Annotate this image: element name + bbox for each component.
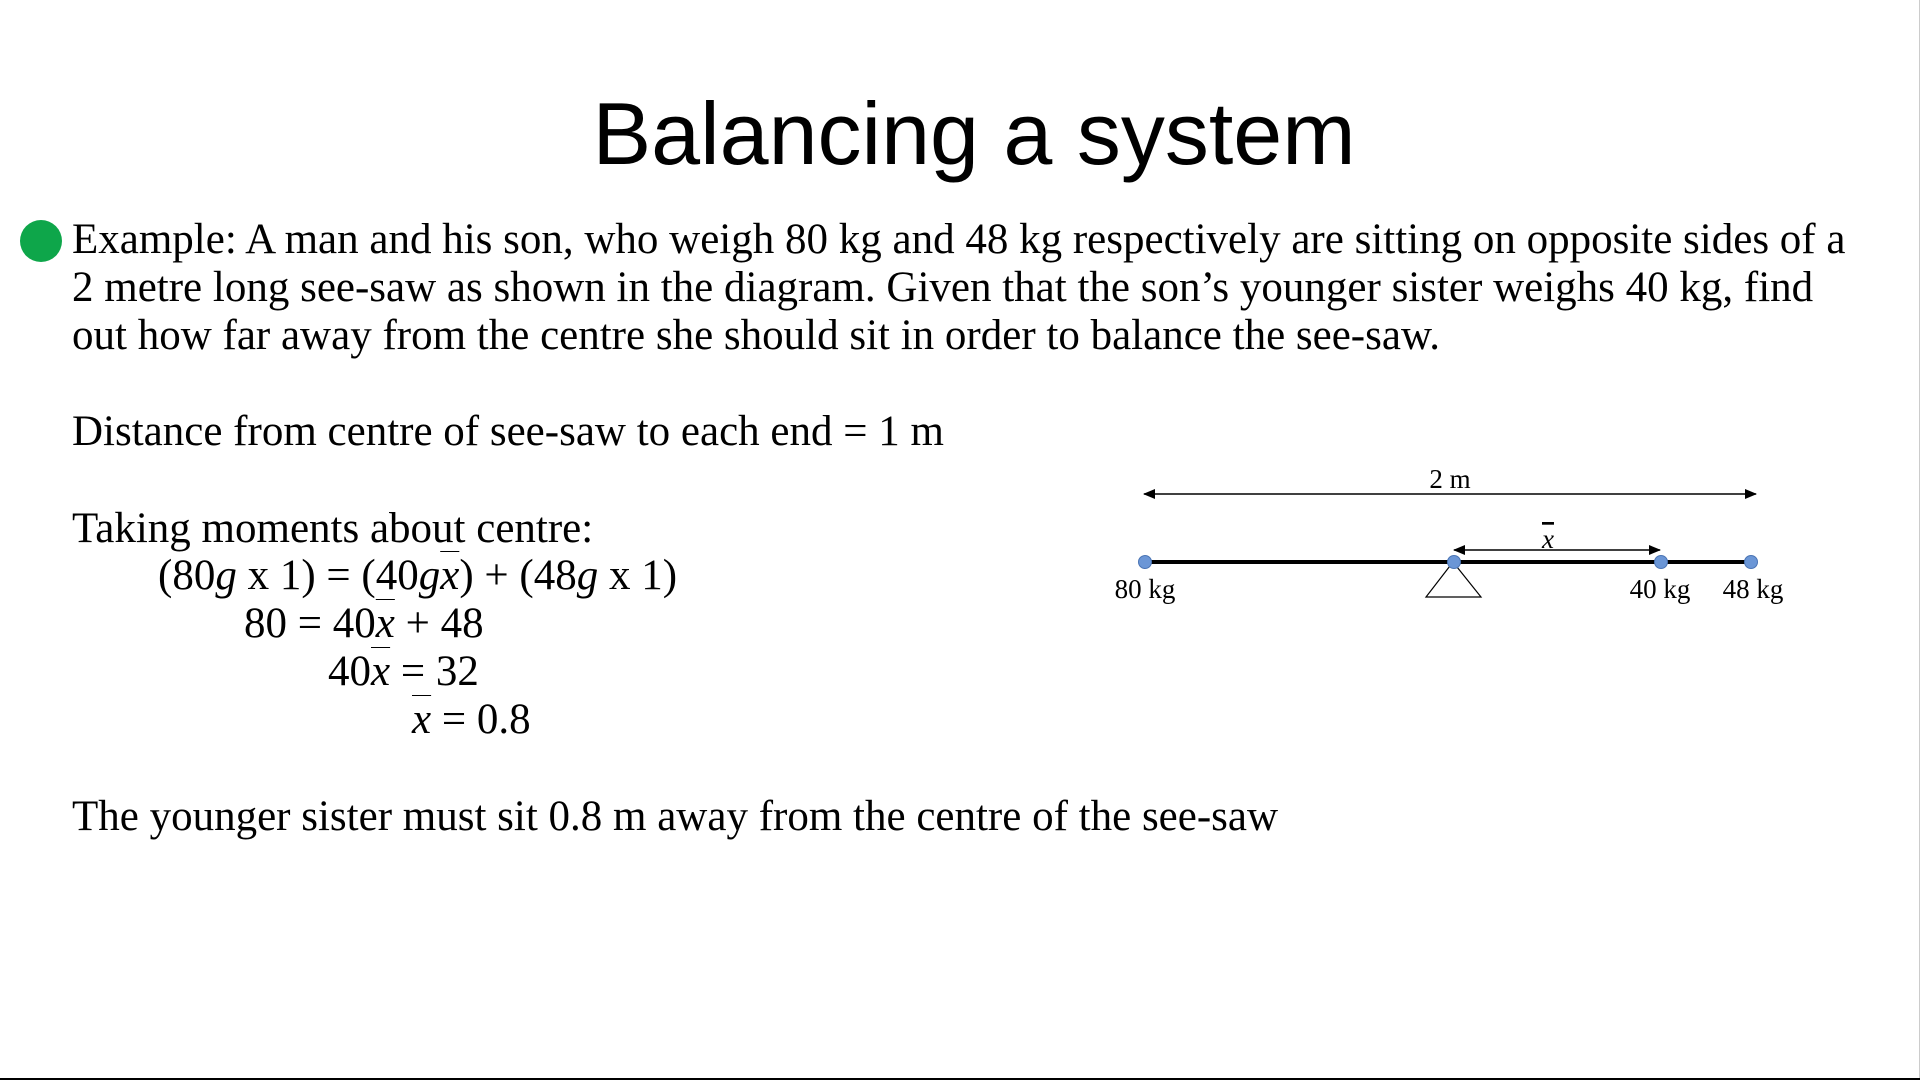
example-text: [72, 216, 1845, 360]
slide-title: Balancing a system: [592, 84, 1356, 183]
distance-text: Distance from centre of see-saw to each end = 1 m: [72, 408, 944, 455]
equation-2: $80 = 40\overline{x} + 48$: [244, 600, 484, 647]
bullet-dot: [20, 220, 62, 262]
mass-right-label: 48 kg: [1722, 574, 1784, 604]
point-right: [1745, 556, 1758, 569]
length-label: 2 m: [1429, 464, 1471, 494]
equation-4: $\overline{x} = 0.8$: [412, 696, 531, 743]
point-centre: [1448, 556, 1461, 569]
point-sister: [1655, 556, 1668, 569]
example-line-2: 2 metre long see-saw as shown in the diagram. Given that the son’s younger sister weighs 40 kg, find: [72, 264, 1814, 311]
mass-sister-label: 40 kg: [1629, 574, 1691, 604]
example-line-3: out how far away from the centre she should sit in order to balance the see-saw.: [72, 312, 1440, 359]
taking-moments-text: Taking moments about centre:: [72, 505, 594, 552]
equation-1: (80g x $1) = (40g\overline{x}) + (48g$ x 1): [158, 552, 678, 599]
mass-left-label: 80 kg: [1114, 574, 1176, 604]
example-line-1: Example: A man and his son, who weigh 80 kg and 48 kg respectively are sitting on opposite sides of a: [72, 216, 1846, 263]
point-left: [1139, 556, 1152, 569]
xbar-label: x: [1542, 524, 1554, 554]
see-saw-diagram: [1100, 455, 1800, 615]
equation-3: $40\overline{x} = 32$: [328, 648, 479, 695]
conclusion-text: The younger sister must sit 0.8 m away from the centre of the see-saw: [72, 793, 1279, 840]
